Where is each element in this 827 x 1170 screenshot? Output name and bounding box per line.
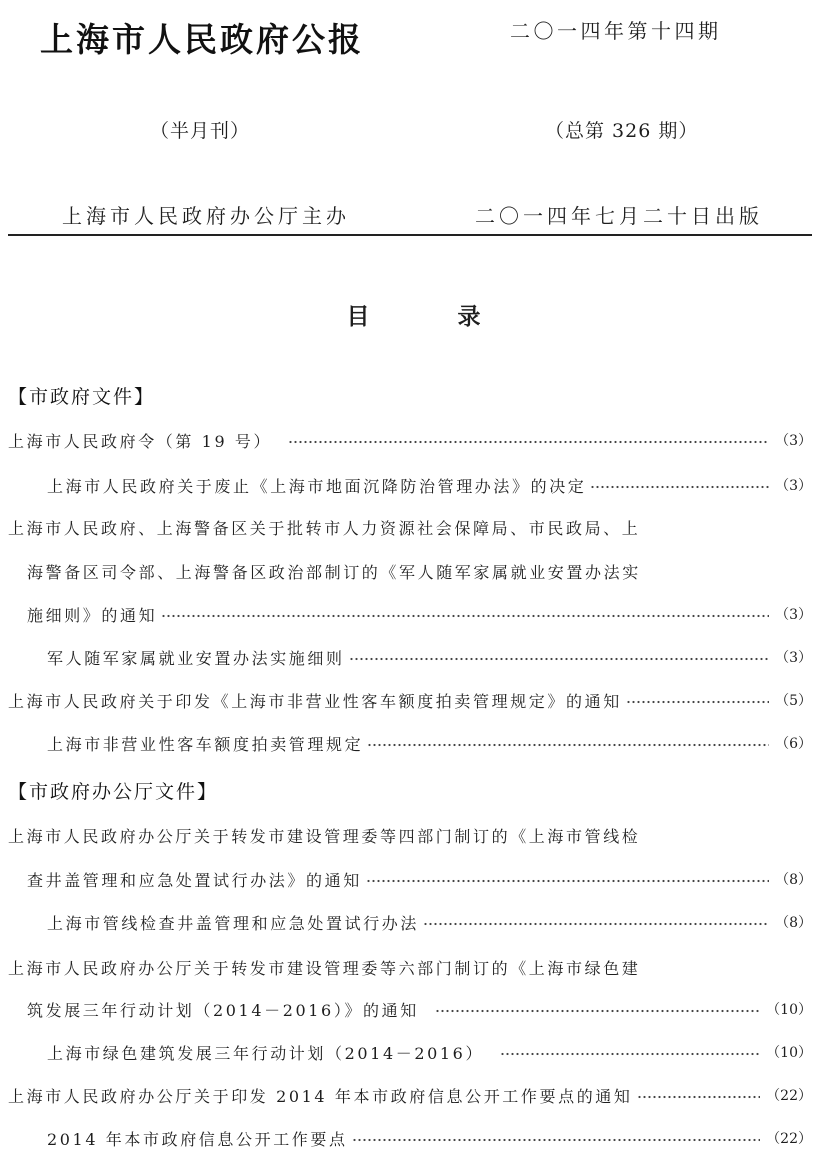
toc-subentry	[47, 1126, 812, 1150]
section-heading: 【市政府文件】	[8, 386, 156, 408]
toc-entry-title: 上海市人民政府关于印发《上海市非营业性客车额度拍卖管理规定》的通知	[8, 691, 622, 711]
toc-entry-title: 海警备区司令部、上海警备区政治部制订的《军人随军家属就业安置办法实	[27, 562, 641, 582]
dot-leader	[366, 879, 769, 883]
toc-entry-title: 上海市人民政府关于废止《上海市地面沉降防治管理办法》的决定	[47, 476, 587, 496]
toc-entry-title: 2014 年本市政府信息公开工作要点	[47, 1129, 348, 1149]
toc-entry-title: 上海市管线检查井盖管理和应急处置试行办法	[47, 913, 420, 933]
section-heading: 【市政府办公厅文件】	[8, 781, 219, 803]
dot-leader	[500, 1052, 760, 1056]
dot-leader	[423, 922, 769, 926]
gazette-title: 上海市人民政府公报	[40, 20, 364, 59]
toc-entry-page: （3）	[775, 433, 812, 449]
toc-entry-page: （3）	[775, 607, 812, 623]
toc-entry-line	[8, 515, 812, 539]
toc-entry-line	[27, 997, 812, 1021]
toc-entry-title: 上海市人民政府、上海警备区关于批转市人力资源社会保障局、市民政局、上	[8, 518, 641, 538]
toc-subentry	[47, 731, 812, 755]
toc-title: 目录	[346, 304, 569, 330]
toc-entry	[8, 688, 812, 712]
dot-leader	[161, 614, 769, 618]
toc-entry-title: 军人随军家属就业安置办法实施细则	[47, 648, 345, 668]
toc-entry-line	[27, 867, 812, 891]
dot-leader	[626, 700, 769, 704]
toc-subentry	[47, 645, 812, 669]
toc-entry-page: （5）	[775, 693, 812, 709]
toc-entry-title: 施细则》的通知	[27, 605, 158, 625]
toc-subentry	[47, 1040, 812, 1064]
toc-entry-page: （6）	[775, 736, 812, 752]
toc-entry-page: （8）	[775, 915, 812, 931]
toc-entry-page: （8）	[775, 872, 812, 888]
publish-date: 二〇一四年七月二十日出版	[475, 204, 763, 228]
toc-entry-title: 上海市人民政府办公厅关于印发 2014 年本市政府信息公开工作要点的通知	[8, 1086, 633, 1106]
toc-entry	[8, 1083, 812, 1107]
sponsor: 上海市人民政府办公厅主办	[62, 204, 350, 228]
toc-entry-title: 上海市人民政府办公厅关于转发市建设管理委等六部门制订的《上海市绿色建	[8, 958, 641, 978]
dot-leader	[288, 440, 769, 444]
dot-leader	[349, 657, 769, 661]
header-divider	[8, 234, 812, 236]
toc-entry-page: （3）	[775, 478, 812, 494]
toc-entry-page: （10）	[766, 1002, 812, 1018]
issue-number: 二〇一四年第十四期	[510, 19, 722, 43]
dot-leader	[590, 485, 769, 489]
total-issue-number: （总第 326 期）	[545, 120, 699, 142]
toc-entry-title: 上海市绿色建筑发展三年行动计划（2014－2016）	[47, 1043, 485, 1063]
toc-entry-page: （22）	[766, 1088, 812, 1104]
toc-entry-line	[8, 823, 812, 847]
toc-entry-line	[27, 559, 812, 583]
toc-entry-page: （22）	[766, 1131, 812, 1147]
toc-subentry	[47, 473, 812, 497]
toc-entry-line	[8, 955, 812, 979]
toc-entry-page: （10）	[766, 1045, 812, 1061]
dot-leader	[352, 1138, 761, 1142]
toc-entry-title: 筑发展三年行动计划（2014－2016）》的通知	[27, 1000, 419, 1020]
dot-leader	[367, 743, 769, 747]
toc-entry-line	[27, 602, 812, 626]
dot-leader	[637, 1095, 761, 1099]
toc-subentry	[47, 910, 812, 934]
toc-entry-title: 上海市人民政府令（第 19 号）	[8, 431, 273, 451]
toc-entry-title: 上海市人民政府办公厅关于转发市建设管理委等四部门制订的《上海市管线检	[8, 826, 641, 846]
toc-entry-page: （3）	[775, 650, 812, 666]
toc-entry	[8, 428, 812, 452]
toc-entry-title: 上海市非营业性客车额度拍卖管理规定	[47, 734, 364, 754]
publication-frequency: （半月刊）	[150, 120, 251, 142]
toc-entry-title: 查井盖管理和应急处置试行办法》的通知	[27, 870, 362, 890]
dot-leader	[435, 1009, 760, 1013]
